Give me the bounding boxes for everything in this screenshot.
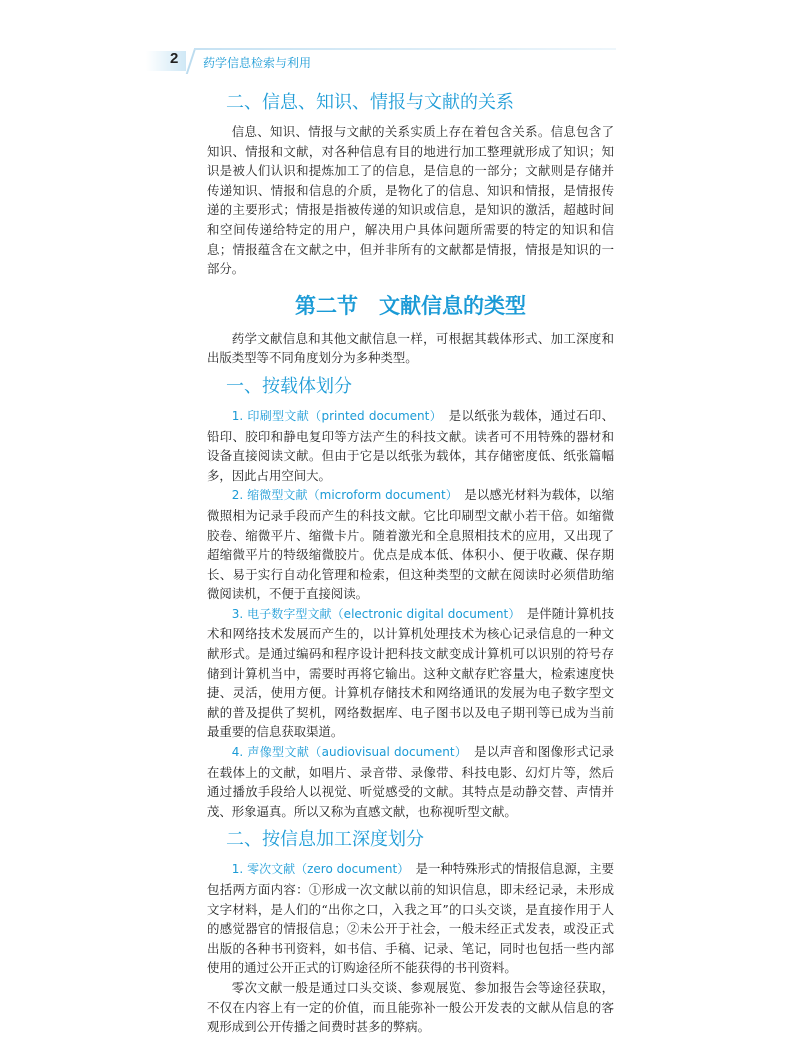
- heading-depth: 二、按信息加工深度划分: [226, 829, 424, 851]
- item-audiovisual: [207, 742, 614, 821]
- heading-relation: 二、信息、知识、情报与文献的关系: [226, 92, 514, 113]
- page-body: [207, 90, 614, 1037]
- item-printed: [207, 406, 614, 485]
- term: 4. 声像型文献（audiovisual document）: [231, 745, 462, 760]
- term: 1. 印刷型文献（printed document）: [231, 408, 437, 423]
- term: 3. 电子数字型文献（electronic digital document）: [231, 606, 515, 621]
- running-header: [146, 48, 616, 72]
- header-band: [146, 51, 186, 71]
- item-microform: [207, 485, 614, 604]
- item-text: 是伴随计算机技术和网络技术发展而产生的，以计算机处理技术为核心记录信息的一种文献形式。是通过编码和程序设计把科技文献变成计算机可以识别的符号存储到计算机当中，需要时再将它输出。这种文献存贮容量大，检索速度快捷、灵活，使用方便。计算机存储技术和网络通讯的发展为电子数字型文献的普及提供了契机，网络数据库、电子图书以及电子期刊等已成为当前最重要的信息获取渠道。: [207, 605, 615, 740]
- header-divider: [186, 48, 196, 74]
- paragraph-intro: 药学文献信息和其他文献信息一样，可根据其载体形式、加工深度和出版类型等不同角度划分为多种类型。: [207, 330, 614, 366]
- heading-carrier: 一、按载体划分: [226, 375, 352, 397]
- paragraph-relation: 信息、知识、情报与文献的关系实质上存在着包含关系。信息包含了知识、情报和文献，对各种信息有目的地进行加工整理就形成了知识；知识是被人们认识和提炼加工了的信息，是信息的一部分；文献则是存储并传递知识、情报和信息的介质，是物化了的信息、知识和情报，是情报传递的主要形式；情报是指被传递的知识或信息，是知识的激活，超越时间和空间传递给特定的用户，解决用户具体问题所需要的特定的知识和信息；情报蕴含在文献之中，但并非所有的文献都是情报，情报是知识的一部分。: [207, 124, 614, 277]
- section-title: 第二节 文献信息的类型: [295, 292, 526, 318]
- term: 2. 缩微型文献（microform document）: [231, 488, 452, 503]
- item-text: 是一种特殊形式的情报信息源，主要包括两方面内容：①形成一次文献以前的知识信息，即未经记录，未形成文字材料，是人们的“出你之口，入我之耳”的口头交谈，是直接作用于人的感觉器官的情报信息；②未公开于社会，一般未经正式发表，或没正式出版的各种书刊资料，如书信、手稿、记录、笔记，同时也包括一些内部使用的通过公开正式的订购途径所不能获得的书刊资料。: [207, 861, 614, 976]
- item-text: 是以纸张为载体，通过石印、铅印、胶印和静电复印等方法产生的科技文献。读者可不用特殊的器材和设备直接阅读文献。但由于它是以纸张为载体，其存储密度低、纸张篇幅多，因此占用空间大。: [207, 407, 614, 483]
- term: 1. 零次文献（zero document）: [231, 862, 404, 877]
- paragraph-zero: 零次文献一般是通过口头交谈、参观展览、参加报告会等途径获取，不仅在内容上有一定的价值，而且能弥补一般公开发表的文献从信息的客观形成到公开传播之间费时甚多的弊病。: [207, 979, 614, 1035]
- page-number: 2: [170, 50, 179, 67]
- item-text: 是以感光材料为载体，以缩微照相为记录手段而产生的科技文献。它比印刷型文献小若干倍。如缩微胶卷、缩微平片、缩微卡片。随着激光和全息照相技术的应用，又出现了超缩微平片的特级缩微胶片。优点是成本低、体积小、便于收藏、保存期长、易于实行自动化管理和检索，但这种类型的文献在阅读时必须借助缩微阅读机，不便于直接阅读。: [207, 487, 614, 602]
- header-rule: [194, 48, 616, 50]
- item-electronic: [207, 604, 614, 742]
- book-title: 药学信息检索与利用: [203, 56, 312, 70]
- item-text: 是以声音和图像形式记录在载体上的文献，如唱片、录音带、录像带、科技电影、幻灯片等，然后通过播放手段给人以视觉、听觉感受的文献。其特点是动静交替、声情并茂、形象逼真。所以又称为直感文献，也称视听型文献。: [207, 744, 615, 819]
- item-zero: [207, 859, 614, 978]
